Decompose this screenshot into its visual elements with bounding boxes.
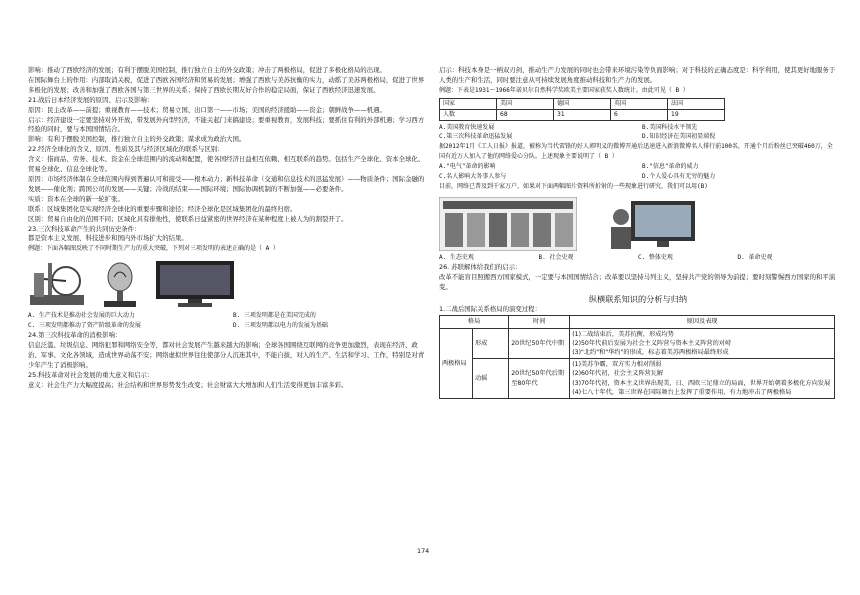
detail-line: (2)60年代初，社会主义阵营瓦解 bbox=[572, 370, 664, 378]
option-c: C. 三项发明都推动了资产阶级革命的发展 bbox=[28, 322, 141, 330]
light-bulb-image bbox=[100, 259, 140, 309]
question-options bbox=[439, 123, 837, 143]
question-options bbox=[439, 162, 837, 182]
question-options bbox=[439, 253, 837, 263]
question-stem: 例题：下面各幅图反映了不同时期生产力的重大突破，下列对三项发明的表述正确的是（ A ） bbox=[28, 245, 279, 253]
header-cell: 时间 bbox=[509, 316, 570, 328]
option-c: C.第三次科技革命迅猛发展 bbox=[439, 133, 513, 141]
text-paragraph: 信息泛滥、垃圾信息、网络犯罪和网络安全等，都对社会发展产生越来越大的影响；全球各国围绕互联网的竞争更加激烈，表现在经济、政治、军事、文化各领域，造成世界动荡不安；网络虚拟世界往往使部分人沉迷其中，不能自拔，对人的生产、生活和学习、工作，特别是对青少年产生了消极影响。 bbox=[28, 340, 425, 369]
phase-cell: 形成 bbox=[473, 328, 509, 359]
text-paragraph: 影响：推动了西欧经济的发展；有利于摆脱美国控制，推行独立自主的外交政策；冲击了两极格局，促进了多极化格局的出现。 bbox=[28, 66, 386, 74]
text-paragraph: 意义：社会生产力大幅度提高；社会结构和世界形势发生改变；社会财富大大增加和人们生活变得更加丰富多彩。 bbox=[28, 380, 348, 389]
table-cell: 德国 bbox=[554, 98, 611, 109]
internet-images bbox=[439, 195, 837, 251]
option-b: B.美国科技水平领先 bbox=[642, 123, 698, 131]
option-d: D.个人爱心具有无穷的魅力 bbox=[642, 173, 716, 181]
table-row bbox=[440, 328, 835, 359]
relations-table bbox=[439, 315, 835, 399]
computer-user-image bbox=[607, 197, 699, 251]
heading-24: 24.第三次科技革命的消极影响： bbox=[28, 331, 122, 340]
text-paragraph: 原因：市场经济体制在全球范围内得到普遍认可和接受——根本动力；新科技革命（交通和信息技术的迅猛发展）——物质条件；国际金融的发展——催化剂；跨国公司的发展——关键；冷战的结束——国际环境；国际协调机制的不断加强——必要条件。 bbox=[28, 174, 425, 193]
header-cell: 格局 bbox=[440, 316, 509, 328]
table-row bbox=[440, 109, 725, 120]
question-stem: 目前，网络已普及到千家万户，如果对下面两幅图片资料所折射的一些现象进行研究，我们可以用(B) bbox=[439, 182, 708, 190]
text-paragraph: 在国际舞台上的作用：内部取消关税，促进了西欧各国经济和贸易的发展；增强了西欧与美苏抗衡的实力，动摇了美苏两极格局，促进了世界多极化的发展；改善和加强了西欧各国与第三世界的关系；保持了西欧长期友好合作的稳定局面，保证了西欧经济迅速发展。 bbox=[28, 75, 425, 94]
text-paragraph: 区别：贸易自由化的范围不同；区域化具有排他性，使联系日益紧密的世界经济在某种程度上被人为的割裂开了。 bbox=[28, 214, 348, 223]
table-cell: 美国 bbox=[497, 98, 554, 109]
option-b: B. 社会史观 bbox=[538, 253, 574, 261]
header-cell: 原因及表现 bbox=[570, 316, 835, 328]
table-row bbox=[440, 359, 835, 399]
text-paragraph: 都是资本主义发展、科技进步和国内外市场扩大的结果。 bbox=[28, 234, 188, 243]
text-paragraph: 实质：资本在全球的新一轮扩张。 bbox=[28, 194, 124, 203]
text-paragraph: 改革不能盲目照搬西方国家模式，一定要与本国国情结合；改革要以坚持马列主义，坚持共产党的领导为前提；要时刻警惕西方国家的和平演变。 bbox=[439, 272, 836, 291]
question-options bbox=[28, 311, 430, 331]
option-a: A."电气"革命的影响 bbox=[439, 163, 496, 171]
detail-line: (1)二战结束后，美苏抗衡，形成均势 bbox=[572, 330, 674, 338]
nobel-table bbox=[439, 98, 725, 121]
time-cell: 20世纪50年代中期 bbox=[509, 328, 570, 359]
detail-line: (3)"北约"和"华约"的形成，标志着美苏两极格局最终形成 bbox=[572, 348, 729, 356]
heading-25: 25.科技革命对社会发展的重大意义和启示： bbox=[28, 370, 154, 379]
detail-line: (1)美苏争霸，双方实力相对削弱 bbox=[572, 361, 662, 369]
table-cell: 英国 bbox=[611, 98, 668, 109]
section-subheading: 1.二战后国际关系格局的演变过程： bbox=[439, 305, 541, 314]
detail-line: (3)70年代初，资本主义世界出现美、日、西欧三足鼎立的局面，世界开始朝着多极化方向发展 bbox=[572, 379, 831, 387]
steam-engine-image bbox=[28, 259, 86, 309]
option-d: D. 三项发明都以电力的发展为基础 bbox=[233, 322, 328, 330]
heading-23: 23.三次科技革命产生的共同历史条件： bbox=[28, 224, 141, 233]
text-paragraph: 启示：科技本身是一柄双刃剑，推动生产力发展的同时也会带来环境污染等负面影响；对于科技的正确态度是：科学利用，使其更好地服务于人类的生产和生活，同时要注意从可持续发展角度推动科技和生产力的发展。 bbox=[439, 66, 836, 84]
option-d: D. 革命史观 bbox=[737, 253, 773, 261]
table-cell: 法国 bbox=[668, 98, 725, 109]
online-shopping-image bbox=[439, 197, 577, 251]
left-column bbox=[28, 66, 430, 390]
phase-cell: 动摇 bbox=[473, 359, 509, 399]
text-paragraph: 联系：区域集团化是实现经济全球化的重要步骤和途径；经济全球化是区域集团化的最终归宿。 bbox=[28, 204, 297, 213]
detail-line: (4)七八十年代，第三世界在国际舞台上发挥了重要作用，有力地冲击了两极格局 bbox=[572, 388, 792, 396]
time-cell: 20世纪50年代后期至80年代 bbox=[509, 359, 570, 399]
option-a: A. 生产技术是推动社会发展的巨大动力 bbox=[28, 312, 135, 320]
option-a: A. 生态史观 bbox=[439, 253, 474, 261]
option-d: D.知识经济在美国初显端倪 bbox=[642, 133, 716, 141]
question-stem: 据2012年1月《工人日报》报道，被称为当代雷锋的好人郭明义的微博开通后迅速进入新浪微博名人排行前100名，开通个月后粉丝已突破460万，全国有近万人加入了他的网络爱心分队。上述现象主要说明了（ B ） bbox=[439, 143, 833, 161]
detail-cell bbox=[570, 359, 835, 399]
heading-26: 26. 苏联解体给我们的启示： bbox=[439, 262, 522, 271]
table-cell: 19 bbox=[668, 109, 725, 120]
text-paragraph: 原因：民主改革——前提；重视教育——技术；贸易立国、出口第一——市场；美国的经济援助——资金；朝鲜战争——机遇。 bbox=[28, 105, 386, 114]
invention-images bbox=[28, 257, 430, 309]
option-a: A.美国教育快速发展 bbox=[439, 123, 495, 131]
question-stem: 例题：下表是1931～1966年诺贝尔自然科学奖欧美主要国家获奖人数统计。由此可见（ B ） bbox=[439, 86, 689, 94]
detail-cell bbox=[570, 328, 835, 359]
text-paragraph: 影响：有利于摆脱美国控制，推行独立自主的外交政策；谋求成为政治大国。 bbox=[28, 135, 246, 144]
option-b: B. 三项发明都是在美国完成的 bbox=[233, 312, 316, 320]
table-cell: 人数 bbox=[440, 109, 497, 120]
page-number: 174 bbox=[417, 547, 430, 555]
table-cell: 68 bbox=[497, 109, 554, 120]
option-c: C. 整体史观 bbox=[638, 253, 673, 261]
right-column bbox=[439, 66, 837, 399]
option-c: C.名人影响大务事人参与 bbox=[439, 173, 507, 181]
computer-monitor-image bbox=[154, 259, 236, 309]
table-row bbox=[440, 98, 725, 109]
section-title: 纵横联系知识的分析与归纳 bbox=[588, 293, 688, 304]
option-b: B."信息"革命的威力 bbox=[642, 163, 699, 171]
detail-line: (2)50年代前后发展为社会主义阵营与资本主义阵营的对峙 bbox=[572, 339, 732, 347]
text-paragraph: 启示：经济建设一定要坚持对外开放，带发展外向型经济，不能关起门来搞建设；要重视教育，发展科技；要抓住有利的外部机遇；学习西方经验的同时，要与本国国情结合。 bbox=[28, 115, 425, 134]
text-paragraph: 含义：指商品、劳务、技术、资金在全球范围内的流动和配置，使各国经济日益相互依赖、相互联系的趋势。包括生产全球化、资本全球化、贸易全球化、信息全球化等。 bbox=[28, 155, 425, 174]
heading-22: 22.经济全球化的含义、原因、性质及其与经济区域化的联系与区别： bbox=[28, 145, 224, 154]
group-cell: 两极格局 bbox=[440, 328, 473, 398]
table-header-row bbox=[440, 316, 835, 328]
table-cell: 31 bbox=[554, 109, 611, 120]
table-cell: 6 bbox=[611, 109, 668, 120]
table-cell: 国家 bbox=[440, 98, 497, 109]
heading-21: 21.战后日本经济发展的原因、启示及影响： bbox=[28, 95, 154, 104]
